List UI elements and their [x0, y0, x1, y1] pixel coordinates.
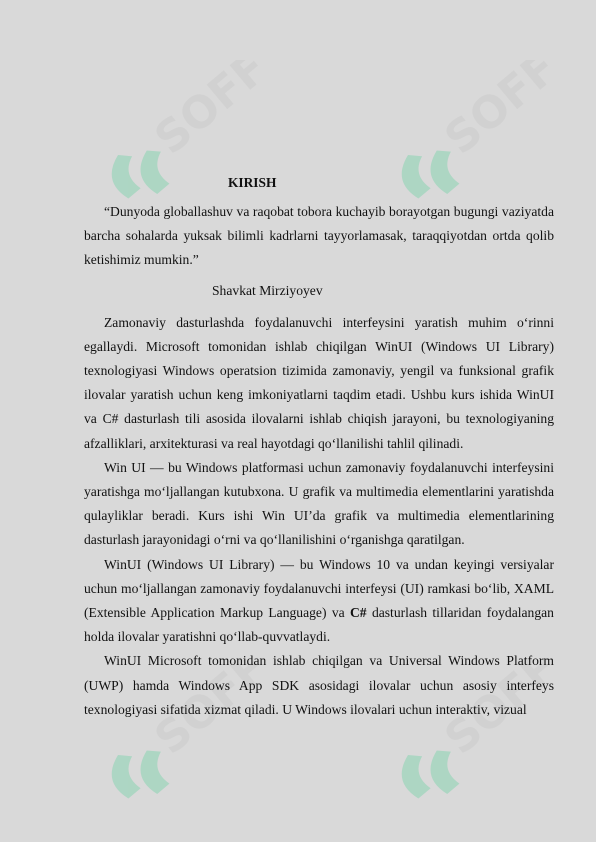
svg-text:SOFF: SOFF	[435, 660, 558, 765]
paragraph-3: WinUI (Windows UI Library) — bu Windows 10 va undan keyingi versiyalar uchun mo‘ljallangan zamonaviy foydalanuvchi interfeysi (UI) ramkasi bo‘lib, XAML (Extensible Application Markup Language) va C# dasturlash tillaridan foydalangan holda ilovalar yaratishni qo‘llab-quvvatlaydi.	[84, 556, 554, 645]
svg-text:SOFF: SOFF	[145, 60, 268, 165]
epigraph-quote: “Dunyoda globallashuv va raqobat tobora kuchayib borayotgan bugungi vaziyatda barcha sohalarda yuksak bilimli kadrlarni tayyorlamasak, taraqqiyotdan ortda qolib ketishimiz mumkin.”	[84, 204, 554, 268]
paragraph-2: Win UI — bu Windows platformasi uchun zamonaviy foydalanuvchi interfeysini yaratishga mo‘ljallangan kutubxona. U grafik va multimedia elementlarini yaratishda qulayliklar beradi. Kurs ishi Win UI’da grafik va multimedia elementlarining dasturlash jarayonidagi o‘rni va qo‘llanilishini o‘rganishga qaratilgan.	[84, 459, 554, 548]
svg-text:SOFF: SOFF	[145, 660, 268, 765]
epigraph-author: Shavkat Mirziyoyev	[212, 282, 323, 298]
paragraph-4: WinUI Microsoft tomonidan ishlab chiqilgan va Universal Windows Platform (UWP) hamda Windows App SDK asosidagi ilovalar uchun asosiy interfeys texnologiyasi sifatida xizmat qiladi. U Windows ilovalari uchun interaktiv, vizual	[84, 653, 554, 717]
svg-text:SOFF: SOFF	[435, 60, 558, 165]
paragraph-1: Zamonaviy dasturlashda foydalanuvchi interfeysini yaratish muhim o‘rinni egallaydi. Microsoft tomonidan ishlab chiqilgan WinUI (Windows UI Library) texnologiyasi Windows operatsion tizimida zamonaviy, yengil va funksional grafik ilovalar yaratish uchun keng imkoniyatlarni taqdim etadi. Ushbu kurs ishida WinUI va C# dasturlash tili asosida ilovalarni ishlab chiqish jarayoni, bu texnologiyaning afzalliklari, arxitekturasi va real hayotdagi qo‘llanilishi tahlil qilinadi.	[84, 314, 554, 451]
page-title: KIRISH	[228, 175, 277, 190]
document-body	[84, 172, 554, 722]
